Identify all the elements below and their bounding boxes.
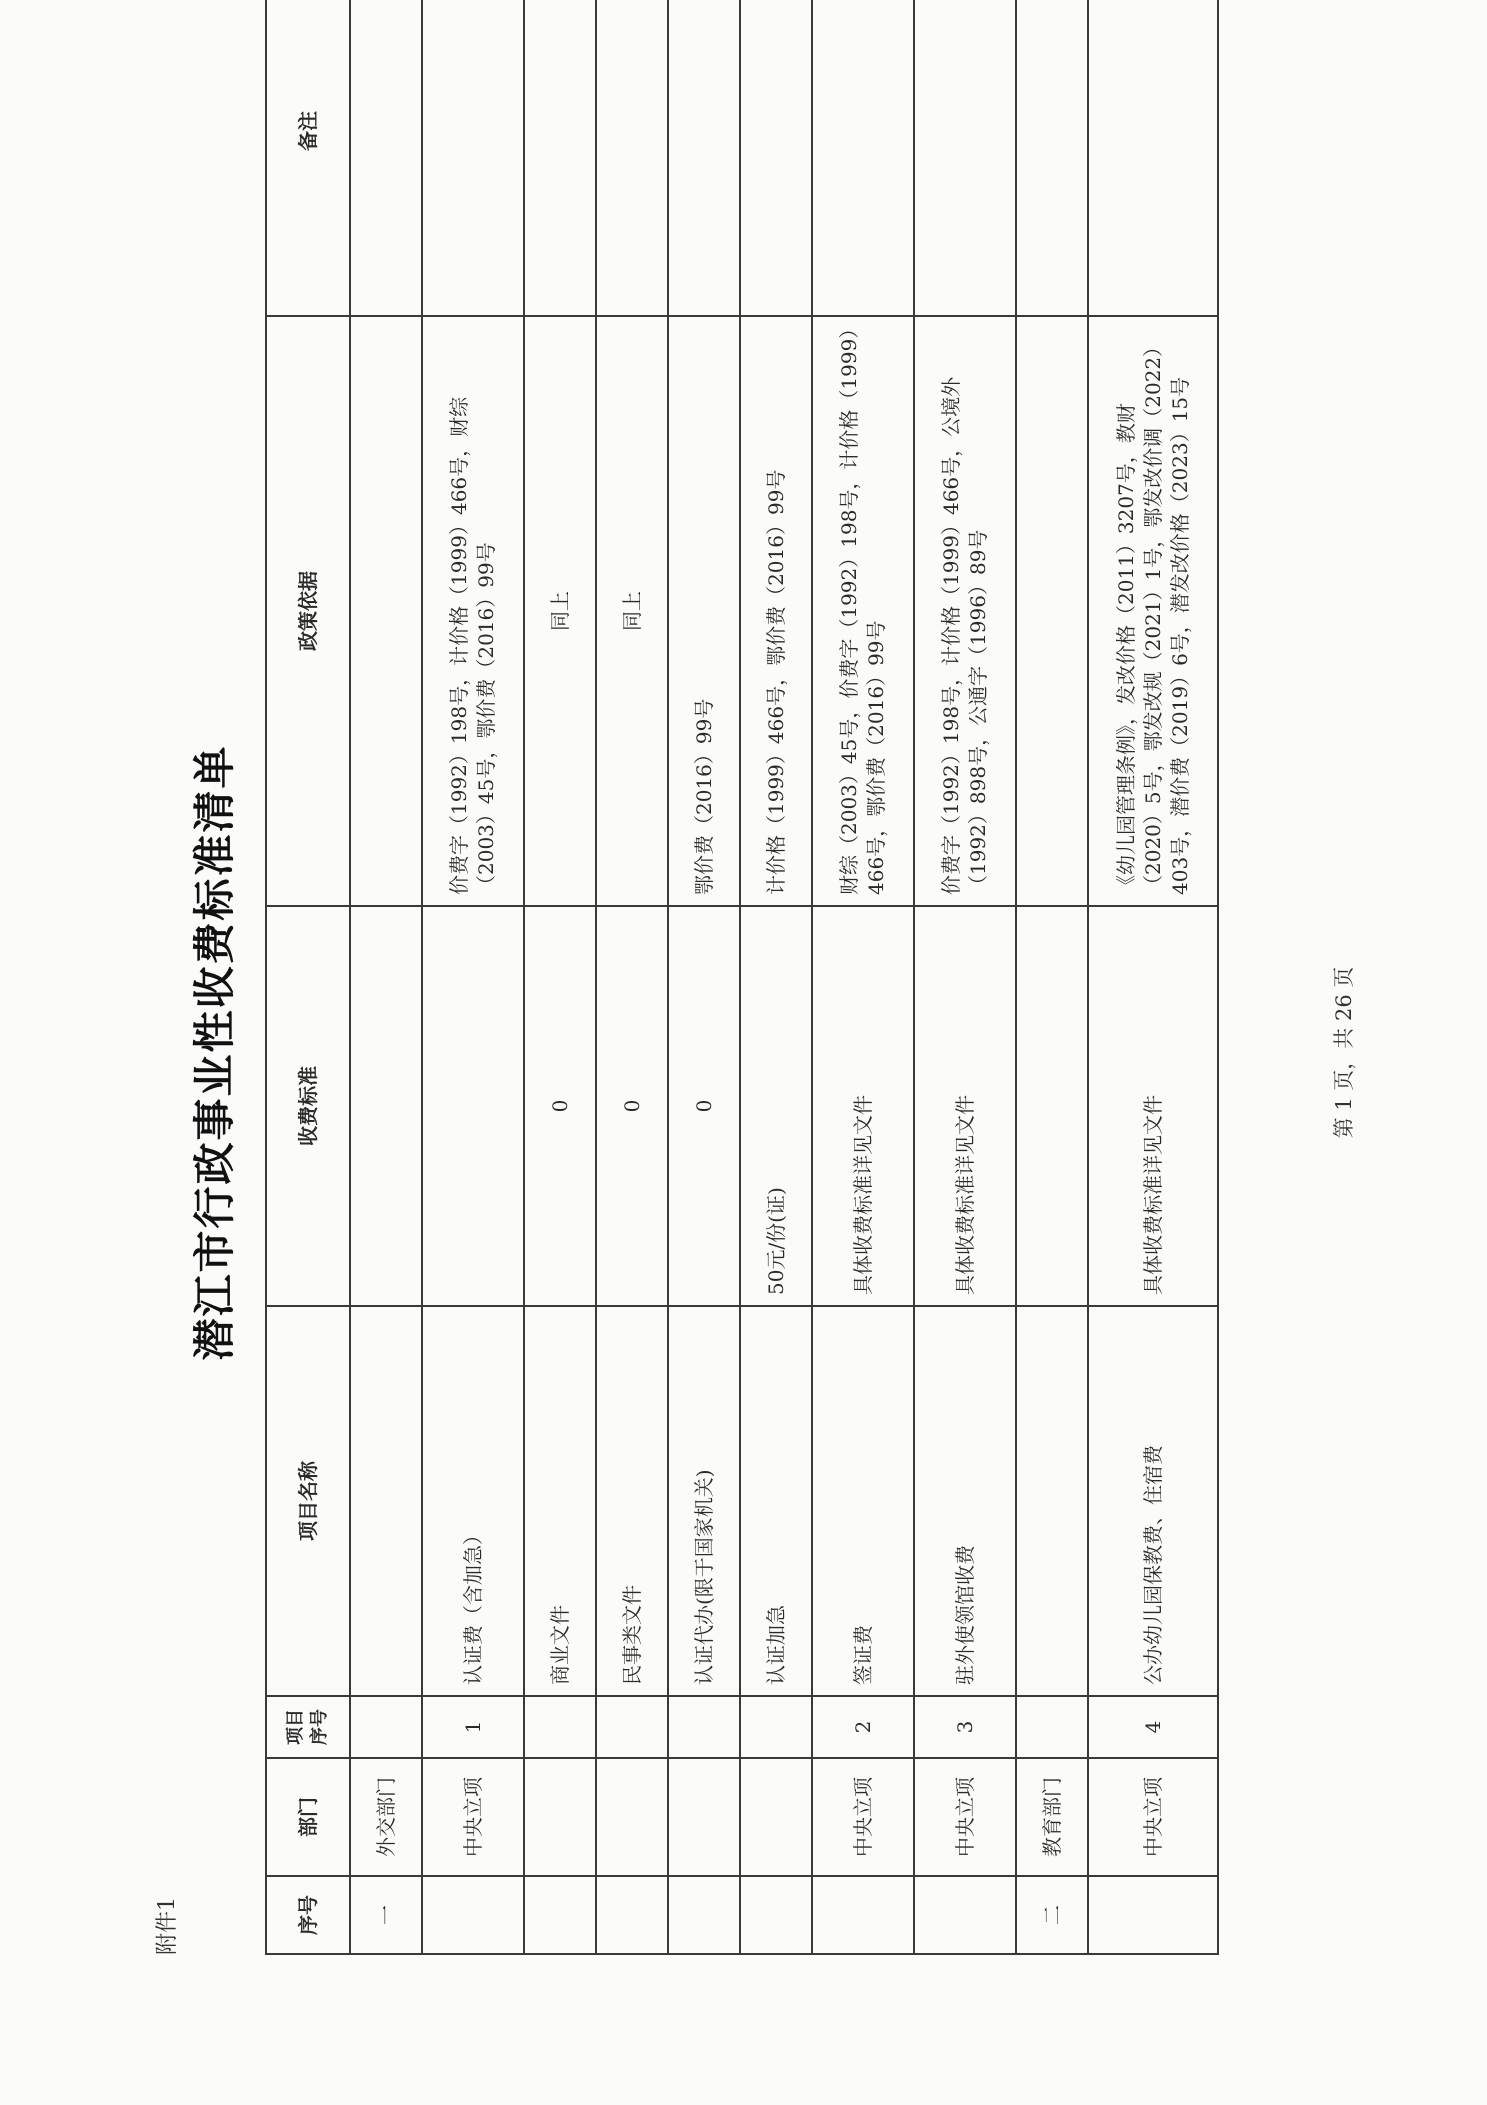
cell-remark [740,0,812,316]
cell-item-name: 民事类文件 [596,1306,668,1696]
cell-item-name: 认证加急 [740,1306,812,1696]
cell-dept [740,1758,812,1876]
cell-remark [596,0,668,316]
cell-dept: 中央立项 [1088,1758,1218,1876]
cell-seq [914,1876,1016,1954]
cell-basis: 财综（2003）45号，价费字（1992）198号，计价格（1999）466号，鄂价费（2016）99号 [812,316,914,906]
cell-basis: 同上 [596,316,668,906]
table-row [1088,0,1218,1954]
cell-dept: 中央立项 [812,1758,914,1876]
header-basis: 政策依据 [266,316,350,906]
table-row [350,0,422,1954]
cell-standard: 具体收费标准详见文件 [1088,906,1218,1306]
table-row [740,0,812,1954]
header-remark: 备注 [266,0,350,316]
page-number: 第 1 页，共 26 页 [1332,966,1356,1139]
table-header-row [266,0,350,1954]
cell-standard: 0 [524,906,596,1306]
cell-standard: 具体收费标准详见文件 [812,906,914,1306]
cell-basis: 价费字（1992）198号，计价格（1999）466号，财综（2003）45号，鄂价费（2016）99号 [422,316,524,906]
attachment-label: 附件1 [155,1897,180,1955]
document-title: 潜江市行政事业性收费标准清单 [190,744,239,1361]
cell-dept [524,1758,596,1876]
cell-item-name: 公办幼儿园保教费、住宿费 [1088,1306,1218,1696]
cell-item-seq [596,1696,668,1758]
cell-remark [668,0,740,316]
cell-dept: 外交部门 [350,1758,422,1876]
cell-seq [740,1876,812,1954]
cell-item-seq: 3 [914,1696,1016,1758]
table-row [524,0,596,1954]
table-row [1016,0,1088,1954]
cell-item-name [1016,1306,1088,1696]
cell-standard [350,906,422,1306]
cell-basis: 《幼儿园管理条例》，发改价格（2011）3207号，教财（2020）5号，鄂发改规（2021）1号，鄂发改价调（2022）403号，潜价费（2019）6号，潜发改价格（2023）15号 [1088,316,1218,906]
cell-item-name: 签证费 [812,1306,914,1696]
cell-seq [1088,1876,1218,1954]
cell-basis: 计价格（1999）466号，鄂价费（2016）99号 [740,316,812,906]
cell-remark [812,0,914,316]
cell-item-name: 驻外使领馆收费 [914,1306,1016,1696]
table-row [668,0,740,1954]
cell-basis: 鄂价费（2016）99号 [668,316,740,906]
cell-remark [350,0,422,316]
cell-standard: 具体收费标准详见文件 [914,906,1016,1306]
table-row [914,0,1016,1954]
cell-item-seq [668,1696,740,1758]
cell-dept: 中央立项 [914,1758,1016,1876]
header-item-seq: 项目序号 [266,1696,350,1758]
cell-remark [1016,0,1088,316]
cell-item-seq: 2 [812,1696,914,1758]
cell-seq [668,1876,740,1954]
cell-seq [596,1876,668,1954]
cell-seq: 二 [1016,1876,1088,1954]
cell-remark [1088,0,1218,316]
cell-seq: 一 [350,1876,422,1954]
header-dept: 部门 [266,1758,350,1876]
header-item-name: 项目名称 [266,1306,350,1696]
cell-item-name: 认证代办(限于国家机关) [668,1306,740,1696]
cell-standard: 0 [668,906,740,1306]
cell-basis: 同上 [524,316,596,906]
cell-dept: 教育部门 [1016,1758,1088,1876]
table-row [812,0,914,1954]
cell-seq [524,1876,596,1954]
cell-item-seq: 4 [1088,1696,1218,1758]
cell-item-seq [524,1696,596,1758]
cell-standard [1016,906,1088,1306]
cell-standard [422,906,524,1306]
cell-dept [668,1758,740,1876]
cell-item-seq [740,1696,812,1758]
cell-item-seq [350,1696,422,1758]
cell-item-seq: 1 [422,1696,524,1758]
cell-basis [350,316,422,906]
cell-standard: 50元/份(证) [740,906,812,1306]
cell-basis: 价费字（1992）198号，计价格（1999）466号，公境外（1992）898号，公通字（1996）89号 [914,316,1016,906]
cell-dept: 中央立项 [422,1758,524,1876]
cell-item-seq [1016,1696,1088,1758]
cell-remark [914,0,1016,316]
cell-item-name: 商业文件 [524,1306,596,1696]
table-row [596,0,668,1954]
cell-seq [422,1876,524,1954]
cell-dept [596,1758,668,1876]
cell-item-name: 认证费（含加急） [422,1306,524,1696]
header-standard: 收费标准 [266,906,350,1306]
cell-item-name [350,1306,422,1696]
cell-remark [524,0,596,316]
header-seq: 序号 [266,1876,350,1954]
fee-standard-table [265,0,1219,1955]
cell-standard: 0 [596,906,668,1306]
table-row [422,0,524,1954]
cell-basis [1016,316,1088,906]
cell-seq [812,1876,914,1954]
cell-remark [422,0,524,316]
